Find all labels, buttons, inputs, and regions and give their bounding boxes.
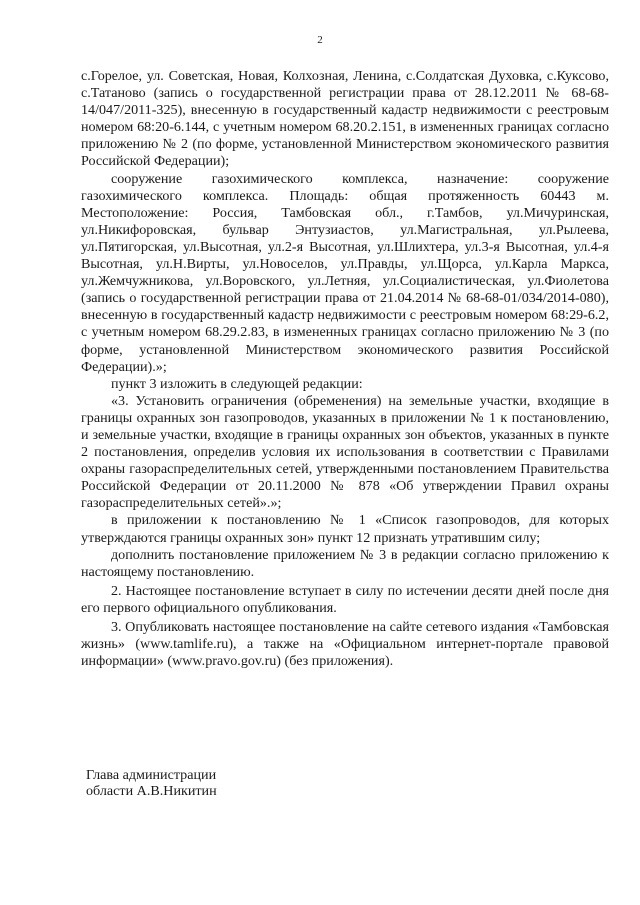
paragraph-appendix-1-change: в приложении к постановлению № 1 «Список газопроводов, для которых утверждаются границы охранных зон» пункт 12 признать утратившим силу; [81,512,609,546]
paragraph-gas-pipeline-continuation: с.Горелое, ул. Советская, Новая, Колхозная, Ленина, с.Солдатская Духовка, с.Куксово, с.Татаново (запись о государственной регистрации права от 28.12.2011 № 68-68-14/047/2011-325), внесенную в государственный кадастр недвижимости с реестровым номером 68:20-6.144, с учетным номером 68.20.2.151, в измененных границах согласно приложению № 2 (по форме, установленной Министерством экономического развития Российской Федерации); [81,68,609,170]
signature-position: Глава администрации [86,767,217,783]
signature-block [86,767,217,799]
paragraph-publication: 3. Опубликовать настоящее постановление на сайте сетевого издания «Тамбовская жизнь» (www.tamlife.ru), а также на «Официальном интернет-портале правовой информации» (www.pravo.gov.ru) (без приложения). [81,619,609,670]
paragraph-point-3-intro: пункт 3 изложить в следующей редакции: [111,375,363,392]
page-number: 2 [317,34,323,46]
paragraph-gas-chemical-complex: сооружение газохимического комплекса, назначение: сооружение газохимического комплекса. Площадь: общая протяженность 60443 м. Местоположение: Россия, Тамбовская обл., г.Тамбов, ул.Мичуринская, ул.Никифоровская, бульвар Энтузиастов, ул.Магистральная, ул.Рылеева, ул.Пятигорская, ул.Высотная, ул.2-я Высотная, ул.Шлихтера, ул.3-я Высотная, ул.4-я Высотная, ул.Н.Вирты, ул.Новоселов, ул.Правды, ул.Щорса, ул.Карла Маркса, ул.Жемчужникова, ул.Воровского, ул.Летняя, ул.Социалистическая, ул.Фиолетова (запись о государственной регистрации права от 21.04.2014 № 68-68-01/034/2014-080), внесенную в государственный кадастр недвижимости с реестровым номером 68:29-6.2, с учетным номером 68.29.2.83, в измененных границах согласно приложению № 3 (по форме, установленной Министерством экономического развития Российской Федерации).»; [81,170,609,375]
paragraph-entry-into-force: 2. Настоящее постановление вступает в силу по истечении десяти дней после дня его первого официального опубликования. [81,582,609,616]
paragraph-point-3-text: «3. Установить ограничения (обременения) на земельные участки, входящие в границы охранных зон газопроводов, указанных в приложении № 1 к постановлению, и земельные участки, входящие в границы охранных зон объектов, указанных в пункте 2 постановления, определив условия их использования в соответствии с Правилами охраны газораспределительных сетей, утвержденными постановлением Правительства Российской Федерации от 20.11.2000 № 878 «Об утверждении Правил охраны газораспределительных сетей».»; [81,392,609,512]
signature-name: области А.В.Никитин [86,783,217,799]
paragraph-add-appendix-3: дополнить постановление приложением № 3 в редакции согласно приложению к настоящему постановлению. [81,546,609,580]
document-body [81,68,609,670]
